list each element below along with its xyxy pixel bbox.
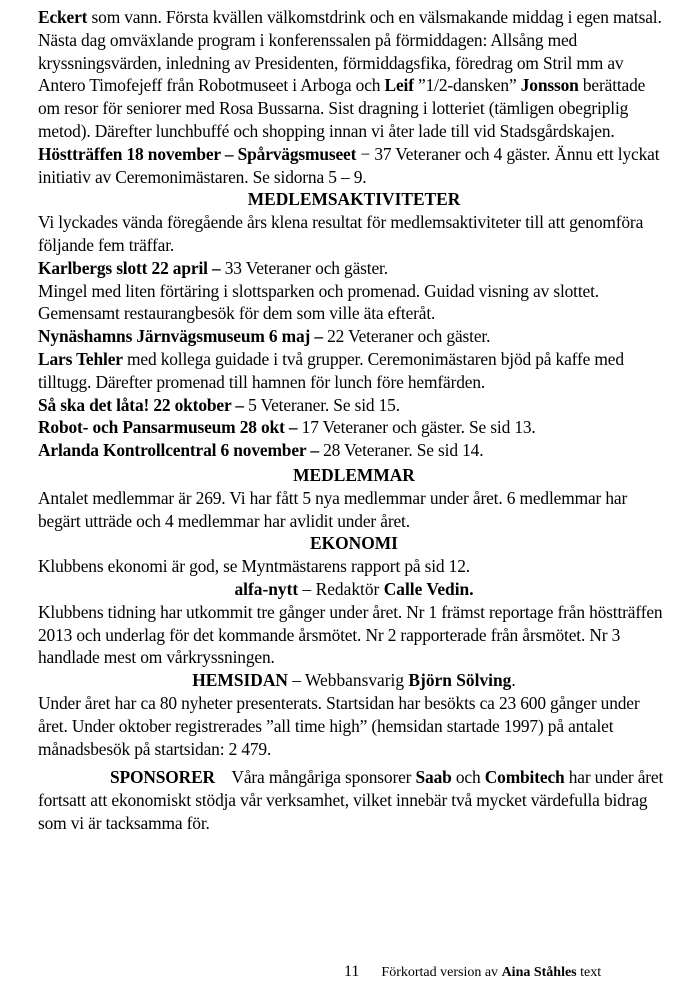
nynashamn-count: 22 Veteraner och gäster. (327, 326, 491, 347)
footer-credit-name: Aina Ståhles (501, 965, 577, 980)
medlemmar-heading: MEDLEMMAR (293, 464, 415, 485)
robot-text: 17 Veteraner och gäster. Se sid 13. (301, 417, 536, 438)
name-eckert: Eckert (38, 7, 88, 27)
page-number: 11 (344, 963, 360, 980)
intro-paragraph (38, 6, 670, 143)
sponsor-combitech: Combitech (484, 767, 565, 788)
alfanytt-role: – Redaktör (298, 578, 384, 599)
robot-title: Robot- och Pansarmuseum 28 okt – (38, 417, 302, 438)
document-page (38, 6, 670, 835)
alfanytt-text: Klubbens tidning har utkommit tre gånger under året. Nr 1 främst reportage från höstträffen 2013 och underlag för det kommande årsmötet. Nr 2 rapporterade från årsmötet. Nr 3 handlade mest om vårkryssningen. (38, 601, 663, 668)
medlemmar-text: Antalet medlemmar är 269. Vi har fått 5 nya medlemmar under året. 6 medlemmar har begärt utträde och 4 medlemmar har avlidit under året. (38, 487, 628, 531)
saskadetlata-title: Så ska det låta! 22 oktober – (38, 394, 249, 415)
sponsorer-text-3: har under året fortsatt att ekonomiskt stödja vår verksamhet, vilket innebär två mycket värdefulla bidrag som vi är tacksamma för. (38, 767, 664, 833)
medlemsaktiviteter-text: Vi lyckades vända föregående års klena resultat för medlemsaktiviteter till att genomföra följande fem träffar. (38, 212, 644, 255)
hemsidan-role: – Webbansvarig (287, 670, 409, 691)
karlberg-text: Mingel med liten förtäring i slottsparken och promenad. Guidad visning av slottet. Gemensamt restaurangbesök för dem som ville äta efteråt. (38, 280, 599, 324)
intro-text-1: som vann. Första kvällen välkomstdrink och en välsmakande middag i egen matsal. Nästa dag omväxlande program i konferenssalen på förmiddagen: Allsång med kryssningsvärden, inledning av Presidenten, förmiddagsfika, föredrag om Stril mm av Antero Timofejeff från Robotmuseet i Arboga och (38, 7, 662, 96)
hosttraffen-text: − 37 Veteraner och 4 gäster. Ännu ett lyckat initiativ av Ceremonimästaren. Se sidorna 5 – 9. (38, 143, 660, 187)
sponsorer-paragraph (38, 766, 670, 834)
intro-text-2: ”1/2-dansken” (413, 75, 521, 96)
footer-credit-text: Förkortad version av (381, 965, 502, 980)
ekonomi-text: Klubbens ekonomi är god, se Myntmästarens rapport på sid 12. (38, 556, 470, 577)
sponsorer-text-1: Våra mångåriga sponsorer (214, 767, 416, 788)
saskadetlata-line (38, 394, 670, 417)
sponsor-saab: Saab (415, 767, 452, 788)
nynashamn-title: Nynäshamns Järnvägsmuseum 6 maj – (38, 326, 328, 347)
robot-line (38, 416, 670, 439)
karlberg-title: Karlbergs slott 22 april – (38, 257, 225, 278)
hemsidan-heading-end: . (511, 670, 516, 691)
name-jonsson: Jonsson (520, 75, 579, 96)
nynashamn-title-line (38, 325, 670, 348)
nynashamn-desc: med kollega guidade i två grupper. Ceremonimästaren bjöd på kaffe med tilltugg. Därefter promenad till hamnen för lunch före hemfärden. (38, 348, 624, 392)
page-footer (344, 962, 684, 983)
footer-credit-end: text (576, 965, 602, 980)
arlanda-line (38, 439, 670, 462)
arlanda-title: Arlanda Kontrollcentral 6 november – (38, 440, 324, 461)
name-leif: Leif (384, 75, 414, 96)
hosttraffen-paragraph (38, 143, 670, 189)
medlemsaktiviteter-heading: MEDLEMSAKTIVITETER (247, 189, 461, 210)
sponsorer-text-2: och (451, 767, 485, 788)
saskadetlata-text: 5 Veteraner. Se sid 15. (248, 394, 400, 415)
karlberg-title-line (38, 257, 670, 280)
alfanytt-title: alfa-nytt (234, 578, 299, 599)
alfanytt-heading (38, 578, 670, 601)
hosttraffen-title: Höstträffen 18 november – Spårvägsmuseet (38, 143, 357, 164)
hemsidan-text: Under året har ca 80 nyheter presenterats. Startsidan har besökts ca 23 600 gånger under året. Under oktober registrerades ”all time high” (hemsidan startade 1997) på antalet månadsbesök på startsidan: 2 479. (38, 692, 640, 759)
sponsorer-heading: SPONSORER (110, 767, 215, 788)
karlberg-count: 33 Veteraner och gäster. (224, 257, 388, 278)
nynashamn-text (38, 348, 670, 394)
intro-text-3: berättade om resor för seniorer med Rosa Bussarna. Sist dragning i lotteriet (tämligen obegriplig metod). Därefter lunchbuffé och shopping innan vi åter lade till vid Stadsgårdskajen. (38, 75, 646, 141)
name-bjorn-solving: Björn Sölving (408, 670, 512, 691)
hemsidan-heading (38, 669, 670, 692)
name-lars-tehler: Lars Tehler (38, 348, 123, 369)
hemsidan-title: HEMSIDAN (192, 670, 288, 691)
ekonomi-heading: EKONOMI (310, 533, 398, 554)
name-calle-vedin: Calle Vedin. (383, 578, 474, 599)
arlanda-text: 28 Veteraner. Se sid 14. (323, 440, 484, 461)
